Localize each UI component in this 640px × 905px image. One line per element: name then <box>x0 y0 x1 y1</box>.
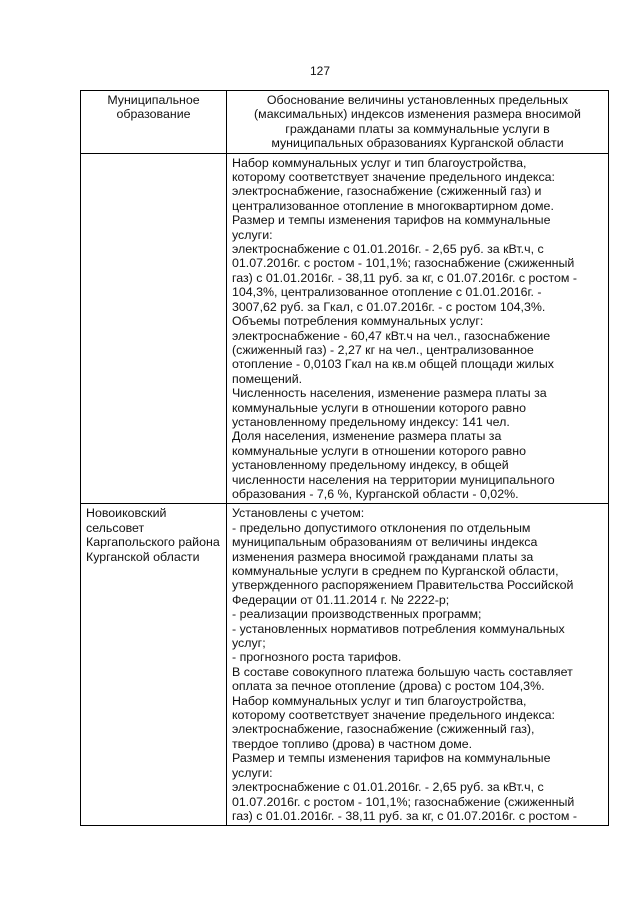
table-row <box>81 153 609 504</box>
justification-line: газ) с 01.01.2016г. - 38,11 руб. за кг, с 01.07.2016г. с ростом - <box>232 270 577 285</box>
justification-line: (сжиженный газ) - 2,27 кг на чел., централизованное <box>232 342 534 357</box>
table-header <box>81 91 609 154</box>
justification-line: муниципальным образованиям от величины индекса <box>232 535 538 550</box>
justification-line: которому соответствует значение предельного индекса: <box>232 170 555 185</box>
justification-line: Доля населения, изменение размера платы за <box>232 429 502 444</box>
justification-line: образования - 7,6 %, Курганской области - 0,02%. <box>232 486 519 501</box>
justification-line: электроснабжение с 01.01.2016г. - 2,65 руб. за кВт.ч, с <box>232 242 544 257</box>
justification-line: установленному предельному индексу: 141 чел. <box>232 414 510 429</box>
header-municipality-line: Муниципальное <box>107 93 200 107</box>
municipality-line: сельсовет <box>86 520 145 535</box>
municipality-line: Каргапольского района <box>86 535 220 550</box>
header-justification-line: Обоснование величины установленных предельных <box>266 93 569 107</box>
table-row <box>81 504 609 826</box>
justification-line: 01.07.2016г. с ростом - 101,1%; газоснабжение (сжиженный <box>232 794 575 809</box>
justification-line: электроснабжение, газоснабжение (сжиженный газ), <box>232 722 535 737</box>
justification-line: оплата за печное отопление (дрова) с ростом 104,3%. <box>232 679 545 694</box>
justification-line: численности населения на территории муниципального <box>232 472 555 487</box>
justification-line: электроснабжение, газоснабжение (сжиженный газ) и <box>232 184 542 199</box>
header-justification-line: гражданами платы за коммунальные услуги в <box>285 121 550 136</box>
justification-line: услуг; <box>232 636 266 651</box>
justification-line: В составе совокупного платежа большую часть составляет <box>232 664 573 679</box>
municipality-cell <box>81 153 227 504</box>
header-municipality <box>81 91 227 154</box>
municipality-line: Новоиковский <box>86 506 167 521</box>
justification-line: помещений. <box>232 371 303 386</box>
justification-line: - реализации производственных программ; <box>232 607 482 622</box>
header-municipality-line: образование <box>116 107 191 122</box>
justification-line: коммунальные услуги в отношении которого равно <box>232 400 526 415</box>
justification-line: которому соответствует значение предельного индекса: <box>232 708 555 723</box>
justification-line: 01.07.2016г. с ростом - 101,1%; газоснабжение (сжиженный <box>232 256 575 271</box>
justification-line: услуги: <box>232 227 273 242</box>
justification-line: - установленных нормативов потребления коммунальных <box>232 621 565 636</box>
justification-line: изменения размера вносимой гражданами платы за <box>232 549 534 564</box>
table-body <box>81 153 609 826</box>
justification-line: Набор коммунальных услуг и тип благоустройства, <box>232 155 527 170</box>
justification-line: Размер и темпы изменения тарифов на коммунальные <box>232 751 551 766</box>
justification-line: Набор коммунальных услуг и тип благоустройства, <box>232 693 527 708</box>
justification-line: отопление - 0,0103 Гкал на кв.м общей площади жилых <box>232 357 554 372</box>
justification-line: коммунальные услуги в среднем по Курганской области, <box>232 564 559 578</box>
page-number: 127 <box>309 64 331 78</box>
justification-line: электроснабжение с 01.01.2016г. - 2,65 руб. за кВт.ч, с <box>232 780 544 795</box>
municipality-cell <box>81 504 227 826</box>
justification-line: электроснабжение - 60,47 кВт.ч на чел., газоснабжение <box>232 328 551 343</box>
justification-line: газ) с 01.01.2016г. - 38,11 руб. за кг, с 01.07.2016г. с ростом - <box>232 808 577 823</box>
justification-line: утвержденного распоряжением Правительства Российской <box>232 578 574 593</box>
justification-line: Численность населения, изменение размера платы за <box>232 386 547 401</box>
justification-line: 104,3%, централизованное отопление с 01.01.2016г. - <box>232 285 542 300</box>
justification-line: установленному предельному индексу, в общей <box>232 458 509 473</box>
justification-cell <box>227 504 609 826</box>
header-justification-line: (максимальных) индексов изменения размера вносимой <box>254 107 581 122</box>
justification-line: - прогнозного роста тарифов. <box>232 650 402 665</box>
justification-line: 3007,62 руб. за Гкал, с 01.07.2016г. - с ростом 104,3%. <box>232 299 546 314</box>
justification-line: Установлены с учетом: <box>232 506 365 521</box>
justification-line: Объемы потребления коммунальных услуг: <box>232 314 484 329</box>
header-justification <box>227 91 609 154</box>
justification-line: коммунальные услуги в отношении которого равно <box>232 443 526 458</box>
justification-line: - предельно допустимого отклонения по отдельным <box>232 520 531 535</box>
justification-cell <box>227 153 609 504</box>
municipality-line: Курганской области <box>86 549 200 564</box>
header-row <box>81 91 609 154</box>
justification-line: Размер и темпы изменения тарифов на коммунальные <box>232 213 551 228</box>
justification-line: централизованное отопление в многоквартирном доме. <box>232 198 554 213</box>
justification-line: Федерации от 01.11.2014 г. № 2222-р; <box>232 592 450 607</box>
justification-line: услуги: <box>232 765 273 780</box>
justification-line: твердое топливо (дрова) в частном доме. <box>232 736 473 751</box>
tariff-justification-table <box>80 90 609 826</box>
header-justification-line: муниципальных образованиях Курганской области <box>271 136 564 151</box>
